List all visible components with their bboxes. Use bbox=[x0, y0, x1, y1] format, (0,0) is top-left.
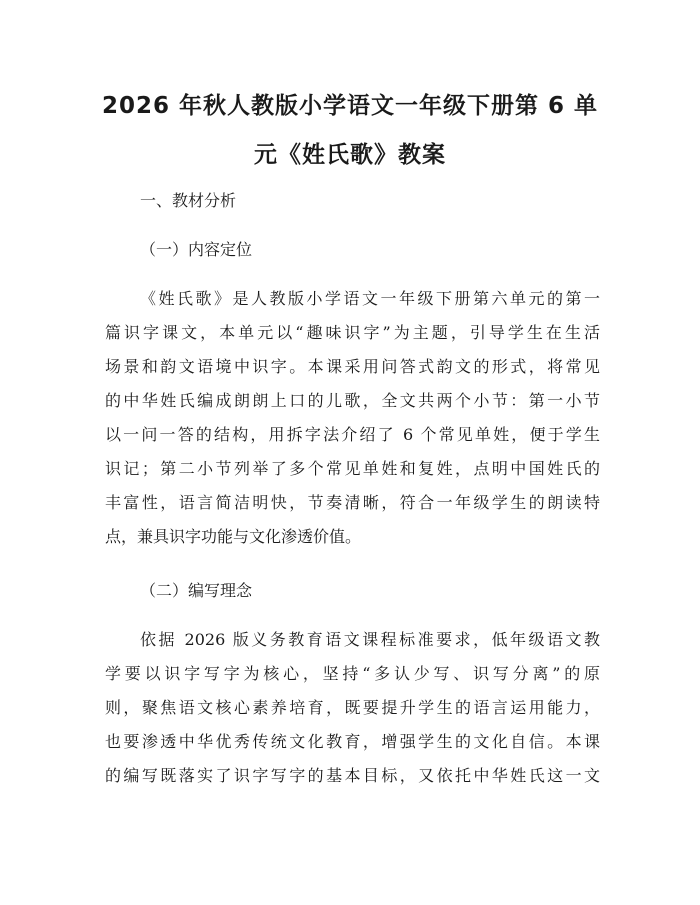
paragraph-1-line: 的中华姓氏编成朗朗上口的儿歌，全文共两个小节：第一小节 bbox=[105, 391, 600, 410]
subheading-writing-concept: （二）编写理念 bbox=[140, 581, 253, 600]
document-title-line-2: 元《姓氏歌》教案 bbox=[254, 142, 446, 168]
document-title-line-1: 2026 年秋人教版小学语文一年级下册第 6 单 bbox=[101, 93, 599, 119]
paragraph-1-line: 场景和韵文语境中识字。本课采用问答式韵文的形式，将常见 bbox=[105, 357, 600, 376]
subheading-content-positioning: （一）内容定位 bbox=[140, 240, 253, 259]
paragraph-1-line: 《姓氏歌》是人教版小学语文一年级下册第六单元的第一 bbox=[140, 289, 600, 308]
paragraph-2-line: 也要渗透中华优秀传统文化教育，增强学生的文化自信。本课 bbox=[105, 732, 600, 751]
paragraph-1-line: 以一问一答的结构，用拆字法介绍了 6 个常见单姓，便于学生 bbox=[105, 425, 600, 444]
paragraph-2-line: 依据 2026 版义务教育语文课程标准要求，低年级语文教 bbox=[140, 630, 600, 649]
paragraph-2-line: 学要以识字写字为核心，坚持“多认少写、识写分离”的原 bbox=[105, 664, 600, 683]
paragraph-1-line: 识记；第二小节列举了多个常见单姓和复姓，点明中国姓氏的 bbox=[105, 459, 600, 478]
paragraph-1-line: 丰富性，语言简洁明快，节奏清晰，符合一年级学生的朗读特 bbox=[105, 493, 600, 512]
paragraph-1-line: 点，兼具识字功能与文化渗透价值。 bbox=[105, 527, 362, 546]
paragraph-2-line: 则，聚焦语文核心素养培育，既要提升学生的语言运用能力， bbox=[105, 698, 600, 717]
paragraph-1-line: 篇识字课文，本单元以“趣味识字”为主题，引导学生在生活 bbox=[105, 323, 600, 342]
section-heading-textbook-analysis: 一、教材分析 bbox=[140, 191, 237, 210]
paragraph-2-line: 的编写既落实了识字写字的基本目标，又依托中华姓氏这一文 bbox=[105, 766, 600, 785]
